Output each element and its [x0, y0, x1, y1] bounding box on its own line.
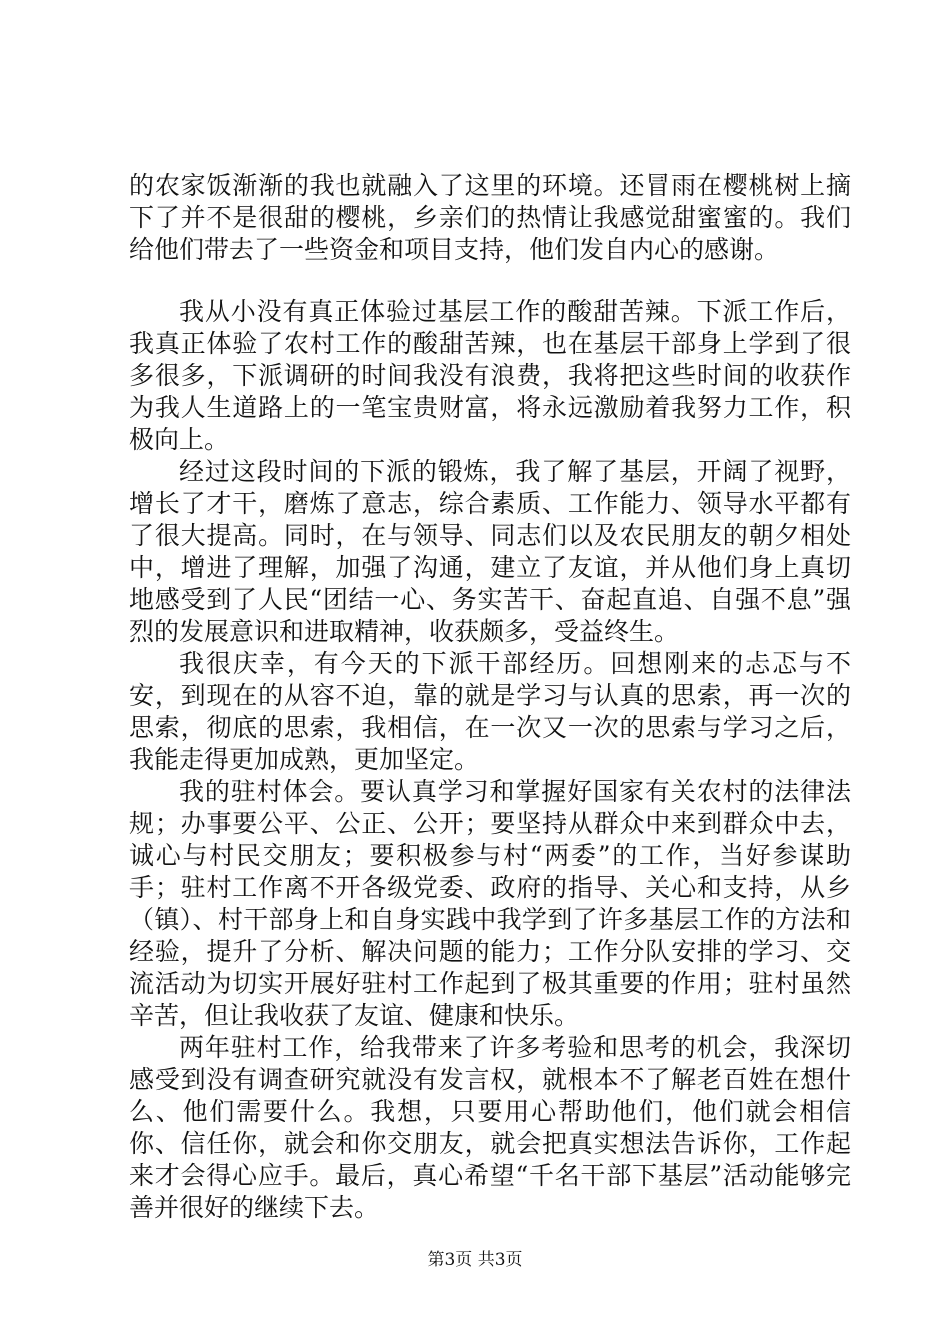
- page-footer: 第3页 共3页: [427, 1250, 523, 1270]
- paragraph-5: 我的驻村体会。要认真学习和掌握好国家有关农村的法律法规；办事要公平、公正、公开；要坚持从群众中来到群众中去，诚心与村民交朋友；要积极参与村“两委”的工作，当好参谋助手；驻村工作离不开各级党委、政府的指导、关心和支持，从乡（镇）、村干部身上和自身实践中我学到了许多基层工作的方法和经验，提升了分析、解决问题的能力；工作分队安排的学习、交流活动为切实开展好驻村工作起到了极其重要的作用；驻村虽然辛苦，但让我收获了友谊、健康和快乐。: [129, 777, 851, 1030]
- paragraph-gap: [129, 266, 851, 296]
- document-body: [129, 170, 851, 1224]
- paragraph-6: 两年驻村工作，给我带来了许多考验和思考的机会，我深切感受到没有调查研究就没有发言权，就根本不了解老百姓在想什么、他们需要什么。我想，只要用心帮助他们，他们就会相信你、信任你，就会和你交朋友，就会把真实想法告诉你，工作起来才会得心应手。最后，真心希望“千名干部下基层”活动能够完善并很好的继续下去。: [129, 1033, 851, 1222]
- paragraph-1: 的农家饭渐渐的我也就融入了这里的环境。还冒雨在樱桃树上摘下了并不是很甜的樱桃，乡亲们的热情让我感觉甜蜜蜜的。我们给他们带去了一些资金和项目支持，他们发自内心的感谢。: [129, 171, 851, 264]
- paragraph-3: 经过这段时间的下派的锻炼，我了解了基层，开阔了视野，增长了才干，磨炼了意志，综合素质、工作能力、领导水平都有了很大提高。同时，在与领导、同志们以及农民朋友的朝夕相处中，增进了理解，加强了沟通，建立了友谊，并从他们身上真切地感受到了人民“团结一心、务实苦干、奋起直追、自强不息”强烈的发展意识和进取精神，收获颇多，受益终生。: [129, 457, 851, 646]
- paragraph-2: 我从小没有真正体验过基层工作的酸甜苦辣。下派工作后，我真正体验了农村工作的酸甜苦辣，也在基层干部身上学到了很多很多，下派调研的时间我没有浪费，我将把这些时间的收获作为我人生道路上的一笔宝贵财富，将永远激励着我努力工作，积极向上。: [129, 297, 851, 454]
- paragraph-4: 我很庆幸，有今天的下派干部经历。回想刚来的忐忑与不安，到现在的从容不迫，靠的就是学习与认真的思索，再一次的思索，彻底的思索，我相信，在一次又一次的思索与学习之后，我能走得更加成熟，更加坚定。: [129, 649, 851, 774]
